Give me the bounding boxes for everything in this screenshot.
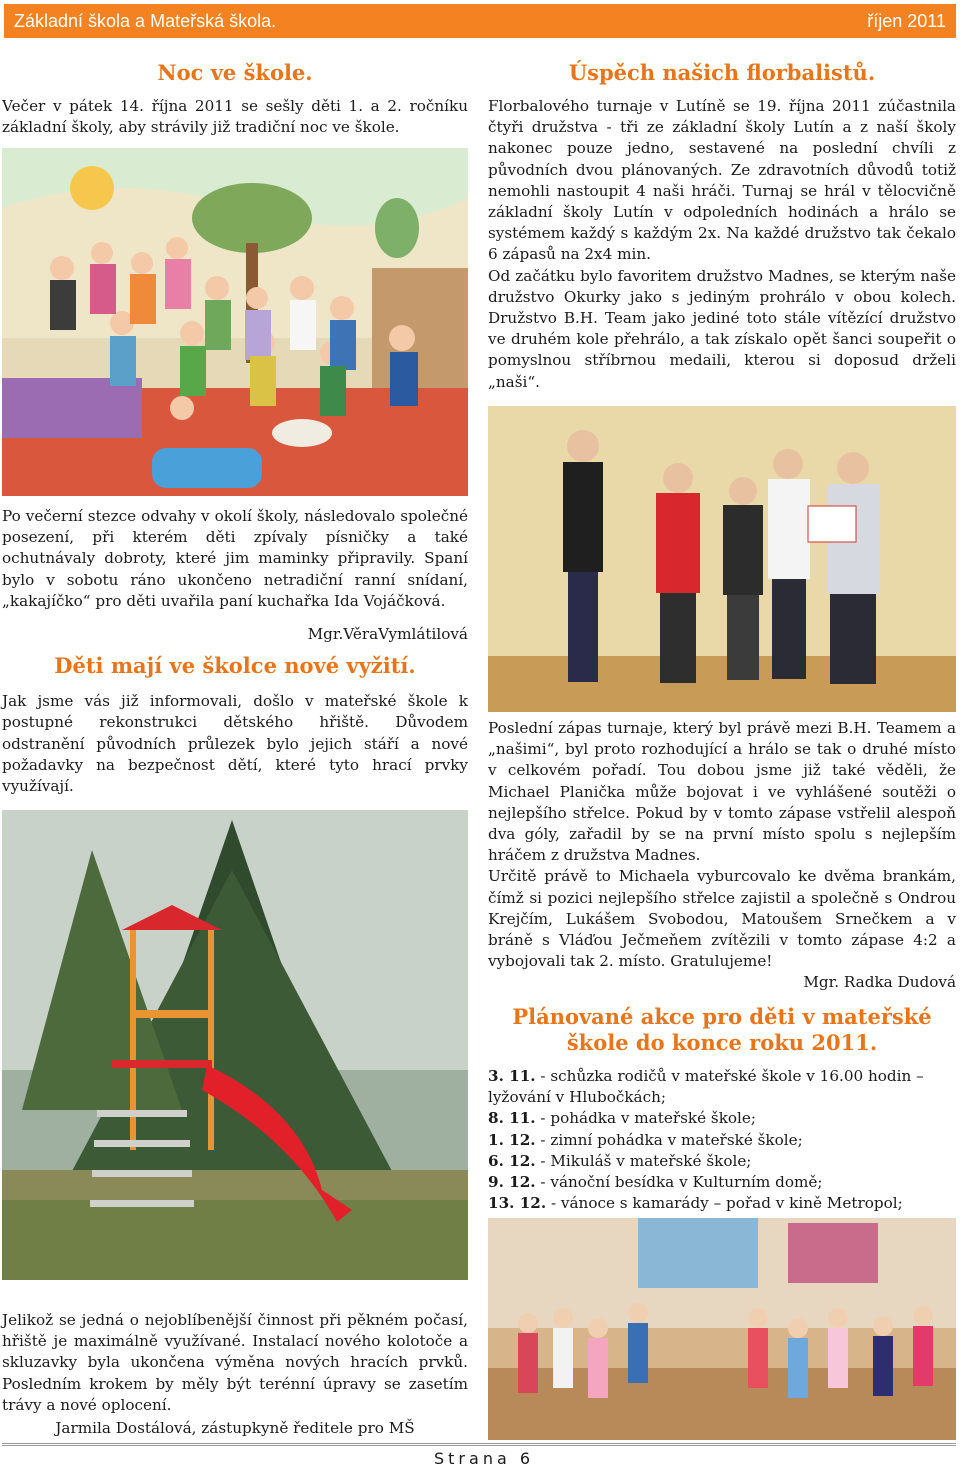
playground-photo [2,810,468,1280]
newsletter-header [4,4,956,38]
article-florbal-title: Úspěch našich florbalistů. [568,60,876,85]
article-noc-intro: Večer v pátek 14. října 2011 se sešly děti 1. a 2. ročníku základní školy, aby strávily již tradiční noc ve škole. [2,97,468,137]
article-vyziti-intro: Jak jsme vás již informovali, došlo v mateřské škole k postupné rekonstrukci dětského hřiště. Důvodem odstranění původních průlezek bylo jejich stáří a nové požadavky na bezpečnost dětí, které tyto hrací prvky využívají. [2,692,468,796]
event-item: 3. 11. - schůzka rodičů v mateřské škole v 16.00 hodin – lyžování v Hlubočkách; [488,1067,924,1107]
article-akce [488,1004,956,1214]
article-florbal-signature: Mgr. Radka Dudová [803,973,956,992]
kindergarten-photo [488,1218,956,1440]
school-name: Základní škola a Mateřská škola. [14,10,277,31]
issue-date: říjen 2011 [867,10,946,31]
article-noc-title: Noc ve škole. [157,60,313,85]
event-item: 1. 12. - zimní pohádka v mateřské škole; [488,1130,803,1149]
article-vyziti-title: Děti mají ve školce nové vyžití. [54,653,416,679]
events-list [488,1066,956,1214]
article-noc-signature: Mgr.VěraVymlátilová [307,625,468,644]
page-footer [2,1443,956,1467]
article-noc-continued [2,506,468,797]
article-florbal-p3: Poslední zápas turnaje, který byl právě mezi B.H. Teamem a „našimi“, byl proto rozhodující a hrálo se tak o druhé místo v celkovém pořadí. Tou dobou jsme již také věděli, že Michael Planička může bojovat i ve vyhlášené soutěži o nejlepšího střelce. Pokud by v tomto zápase vstřelil alespoň dva góly, zařadil by se na první místo spolu s nejlepším hráčem z družstva Madnes. [488,719,956,865]
article-vyziti-body: Jelikož se jedná o nejoblíbenější činnost při pěkném počasí, hřiště je maximálně využívané. Instalací nového kolotoče a skluzavky byla ukončena výměna nových hracích prvků. Posledním krokem by měly být terénní úpravy se zasetím trávy a nové oplocení. [2,1311,468,1414]
article-akce-title: Plánované akce pro děti v mateřské škole do konce roku 2011. [512,1004,932,1055]
event-item: 9. 12. - vánoční besídka v Kulturním domě; [488,1173,823,1192]
article-florbal-p4: Určitě právě to Michaela vyburcovalo ke dvěma brankám, čímž si pozici nejlepšího střelce zajistil a společně s Ondrou Krejčím, Lukášem Svobodou, Matoušem Srnečkem a v bráně s Vláďou Ječmeňem zvítězili v tomto zápase 4:2 a vybojovali tak 2. místo. Gratulujeme! [488,867,956,971]
article-florbal-p1: Florbalového turnaje v Lutíně se 19. října 2011 zúčastnila čtyři družstva - tři ze základní školy Lutín a z naší školy nakonec pouze jedno, sestavené na poslední chvíli z původních dvou plánovaných. Ze zdravotních důvodů totiž nemohli nastoupit 4 naši hráči. Turnaj se hrál v tělocvičně základní školy Lutín v odpoledních hodinách a hrálo se systémem každý s každým 2x. Na každé družstvo tak čekalo 6 zápasů na 2x4 min. [488,97,956,264]
article-florbal-p2: Od začátku bylo favoritem družstvo Madnes, se kterým naše družstvo Okurky jako s jediným prohrálo v obou kolech. Družstvo B.H. Team jako jediné toto stále vítězící družstvo ve druhém kole přehrálo, a tak získalo opět šanci soupeřit o pomyslnou stříbrnou medaili, kterou si doposud drželi „naši“. [488,266,956,391]
event-item: 13. 12. - vánoce s kamarády – pořad v kině Metropol; [488,1194,903,1213]
article-florbal-continued [488,718,956,994]
article-noc [2,60,468,138]
article-vyziti-signature: Jarmila Dostálová, zástupkyně ředitele pro MŠ [55,1419,415,1438]
article-florbal [488,60,956,393]
sleepover-photo [2,148,468,496]
florbal-team-photo [488,406,956,712]
event-item: 8. 11. - pohádka v mateřské škole; [488,1109,757,1128]
article-vyziti-continued [2,1310,468,1439]
page-number: Strana 6 [434,1449,535,1468]
article-noc-body: Po večerní stezce odvahy v okolí školy, následovalo společné posezení, při kterém děti zpívaly písničky a také ochutnávaly dobroty, které jim maminky připravily. Spaní bylo v sobotu ráno ukončeno netradiční ranní snídaní, „kakajíčko“ pro děti uvařila paní kuchařka Ida Vojáčková. [2,507,468,610]
event-item: 6. 12. - Mikuláš v mateřské škole; [488,1151,752,1170]
